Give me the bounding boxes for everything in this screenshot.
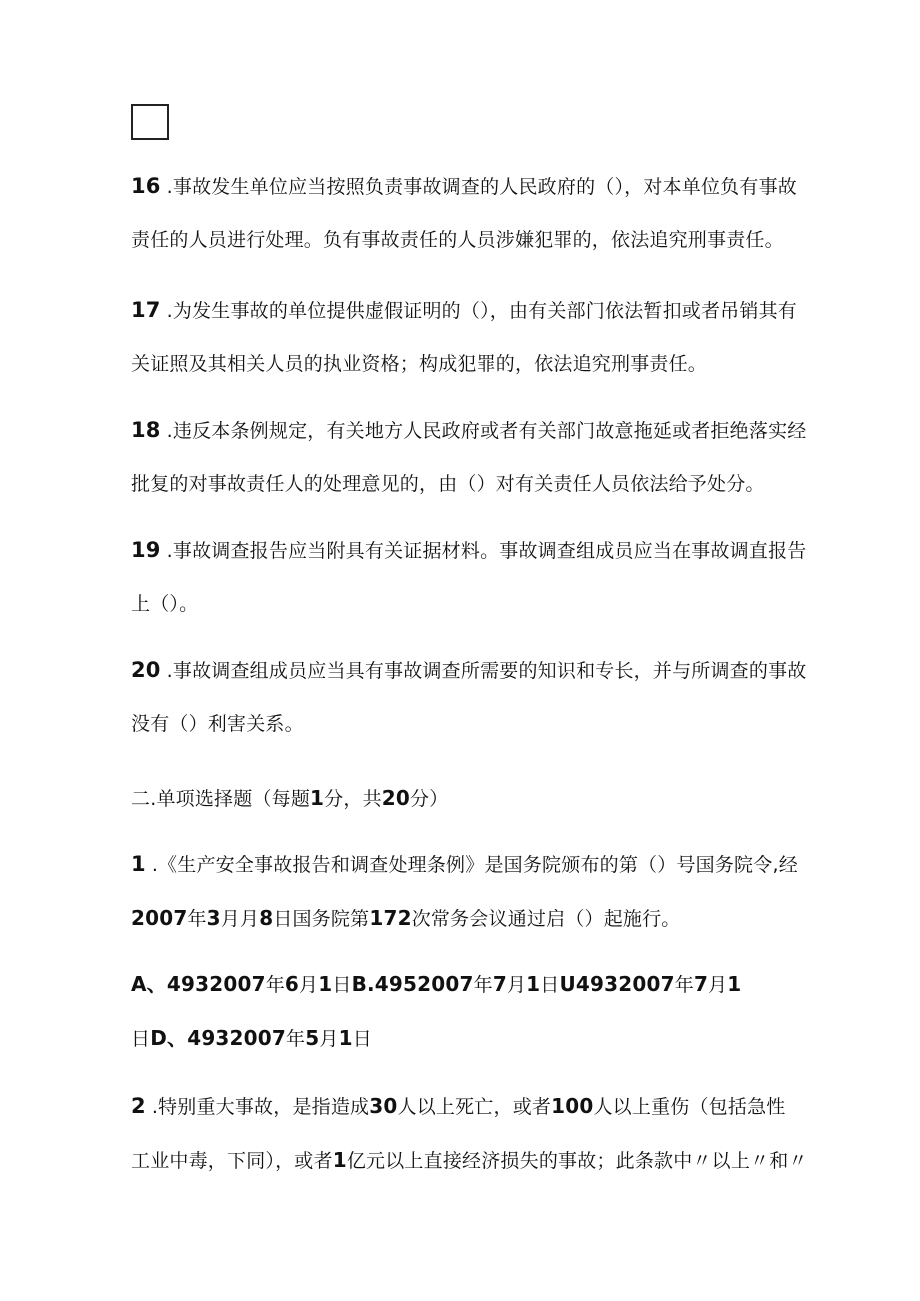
question-number: 1: [131, 852, 146, 876]
question-number: 16: [131, 174, 161, 198]
text-run: 100: [551, 1094, 594, 1118]
question-number: 17: [131, 298, 161, 322]
question-text-line: .事故调查报告应当附具有关证据材料。事故调查组成员应当在事故调直报告: [166, 540, 807, 562]
text-run: B.4952007: [351, 972, 474, 996]
text-run: 1: [526, 972, 541, 996]
question-text-line: [152, 1096, 786, 1118]
text-run: 5: [305, 1026, 320, 1050]
question-text-line: .事故发生单位应当按照负责事故调查的人民政府的（），对本单位负有事故: [166, 176, 797, 198]
text-run: 年: [265, 974, 285, 996]
question-text-line: .违反本条例规定，有关地方人民政府或者有关部门故意拖延或者拒绝落实经: [166, 420, 807, 442]
text-run: 工业中毒，下同），或者: [131, 1150, 333, 1172]
text-run: 6: [284, 972, 300, 996]
text-run: U4932007: [559, 972, 675, 996]
question-text-line: 批复的对事故责任人的处理意见的，由（）对有关责任人员依法给予处分。: [131, 473, 765, 495]
text-run: 1: [318, 972, 333, 996]
question-text-line: 上（）。: [131, 593, 199, 615]
question-number: 2: [131, 1094, 146, 1118]
checkbox[interactable]: [131, 104, 169, 140]
text-run: 月: [506, 974, 527, 996]
options-line: [131, 1012, 811, 1066]
question-19: [131, 524, 811, 631]
text-run: 年: [473, 974, 493, 996]
text-run: 日: [540, 974, 560, 996]
text-run: 日: [332, 974, 352, 996]
question-number: 20: [131, 658, 161, 682]
text-run: 月: [708, 974, 728, 996]
text-run: 亿元以上直接经济损失的事故；此条款中〃以上〃和〃: [346, 1150, 808, 1172]
question-2: [131, 1080, 811, 1188]
question-text-line: .《生产安全事故报告和调查处理条例》是国务院颁布的第（）号国务院令,经: [151, 854, 798, 876]
question-text-line: 2007年3月月8日国务院第172次常务会议通过启（）起施行。: [131, 906, 681, 930]
question-text-line: 关证照及其相关人员的执业资格；构成犯罪的，依法追究刑事责任。: [131, 353, 708, 375]
text-run: 1: [332, 1148, 347, 1172]
question-text-line: .事故调查组成员应当具有事故调查所需要的知识和专长，并与所调查的事故: [166, 660, 807, 682]
question-1: [131, 838, 811, 946]
text-run: 30: [369, 1094, 398, 1118]
text-run: 日: [131, 1028, 151, 1050]
text-run: 年: [286, 1028, 306, 1050]
options-line: [131, 958, 811, 1012]
question-text-line: 没有（）利害关系。: [131, 713, 304, 735]
question-16: [131, 160, 811, 267]
question-number: 18: [131, 418, 161, 442]
text-run: 年: [674, 974, 694, 996]
text-run: 月: [319, 1028, 339, 1050]
text-run: 1: [338, 1026, 353, 1050]
question-number: 19: [131, 538, 161, 562]
text-run: .特别重大事故，是指造成: [151, 1096, 370, 1118]
text-run: A、4932007: [131, 972, 266, 996]
question-1-options: [131, 958, 811, 1066]
question-20: [131, 644, 811, 751]
section-heading: 二.单项选择题（每题1分，共20分）: [131, 786, 449, 810]
text-run: 月: [299, 974, 319, 996]
text-run: 7: [693, 972, 709, 996]
text-run: 人以上死亡，或者: [397, 1096, 552, 1118]
question-text-line: .为发生事故的单位提供虚假证明的（），由有关部门依法暂扣或者吊销其有: [166, 300, 797, 322]
text-run: 日: [352, 1028, 372, 1050]
question-text-line: [131, 1134, 811, 1188]
question-18: [131, 404, 811, 511]
text-run: 1: [727, 972, 742, 996]
text-run: 人以上重伤（包括急性: [593, 1096, 786, 1118]
text-run: 7: [492, 972, 507, 996]
question-text-line: 责任的人员进行处理。负有事故责任的人员涉嫌犯罪的，依法追究刑事责任。: [131, 229, 784, 251]
question-17: [131, 284, 811, 391]
text-run: D、4932007: [150, 1026, 287, 1050]
